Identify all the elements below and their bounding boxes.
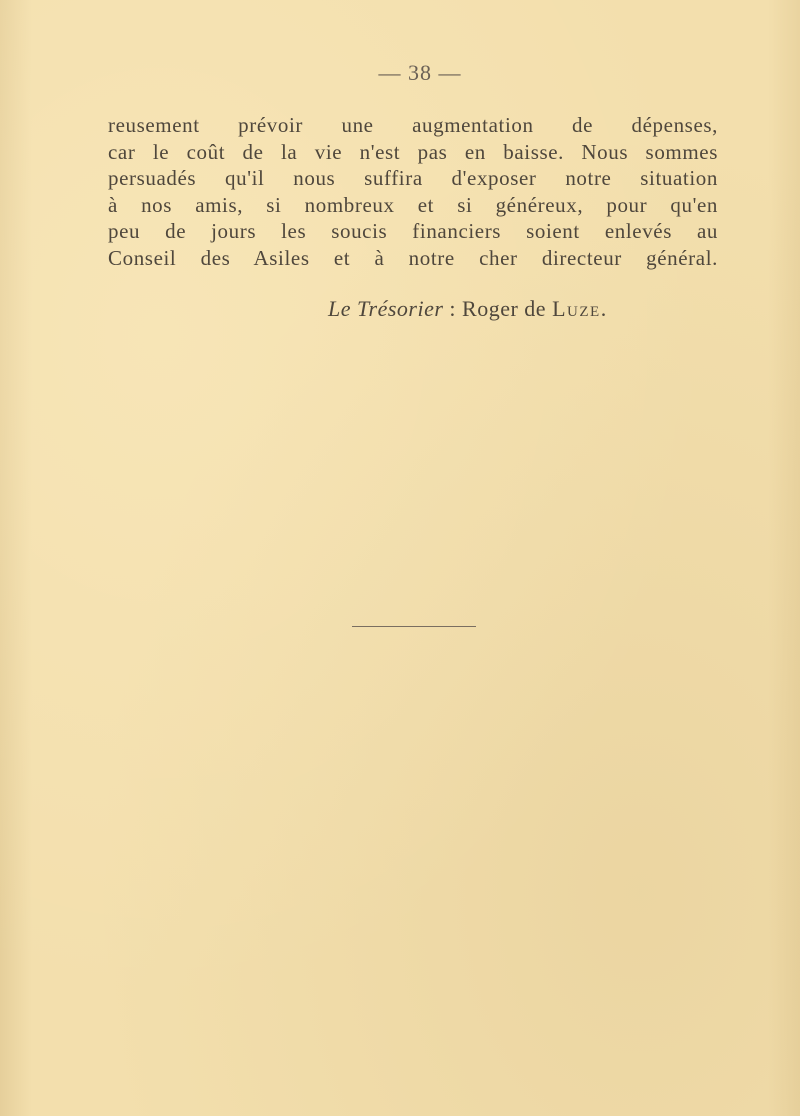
signature-end: . — [600, 296, 607, 321]
signature-line — [328, 296, 607, 322]
signature-separator: : — [443, 296, 463, 321]
signature-role: Le Trésorier — [328, 296, 444, 321]
paragraph-line: peu de jours les soucis financiers soient enlevés au — [108, 219, 718, 243]
paragraph-line: Conseil des Asiles et à notre cher directeur général. — [108, 245, 718, 270]
horizontal-rule — [352, 626, 476, 627]
body-paragraph — [108, 112, 718, 271]
page-number: — 38 — — [378, 60, 462, 85]
paragraph-line: à nos amis, si nombreux et si généreux, pour qu'en — [108, 192, 718, 217]
signature-name-last: Luze — [552, 296, 601, 321]
paragraph-line: reusement prévoir une augmentation de dépenses, — [108, 113, 718, 137]
signature-name-first: Roger de — [462, 296, 553, 321]
paragraph-line: persuadés qu'il nous suffira d'exposer notre situation — [108, 166, 718, 190]
paragraph-line: car le coût de la vie n'est pas en baisse. Nous sommes — [108, 139, 718, 164]
